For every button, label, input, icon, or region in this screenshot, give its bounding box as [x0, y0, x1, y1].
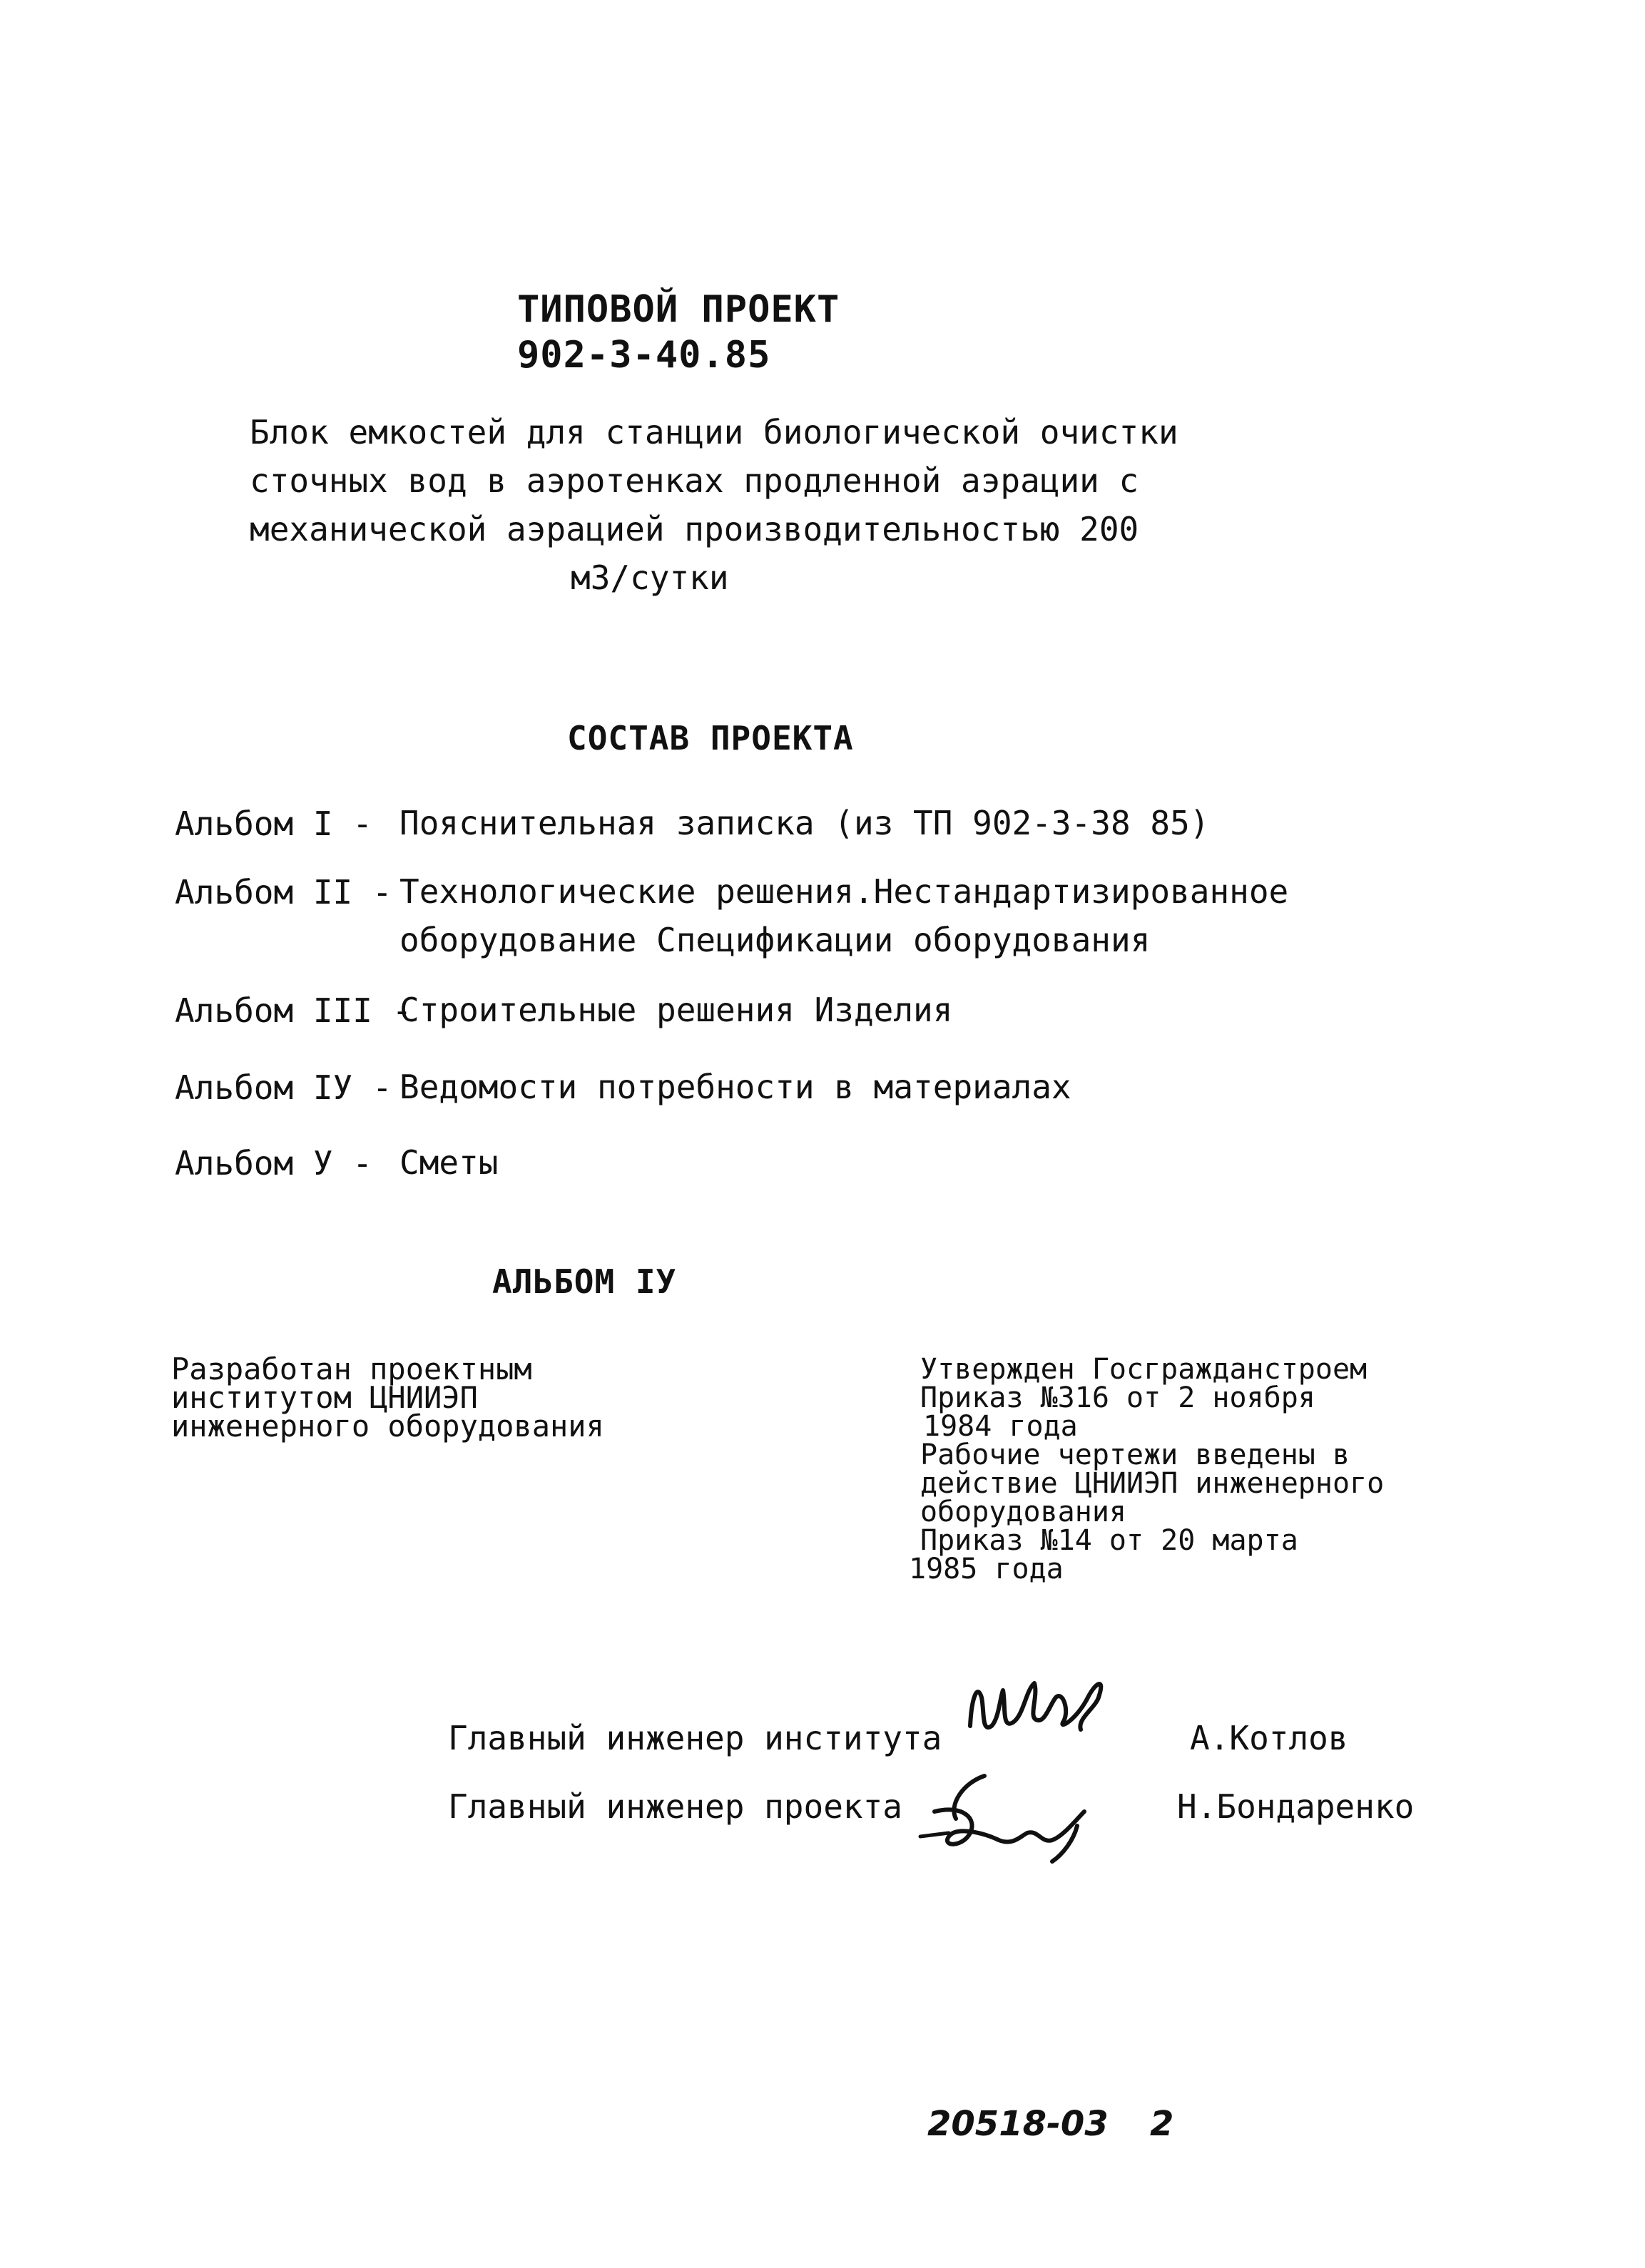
signature-role: Главный инженер института — [448, 1719, 942, 1757]
album-description — [399, 1138, 498, 1187]
signatory-name: А.Котлов — [1190, 1719, 1348, 1757]
album-description-line: Строительные решения Изделия — [399, 991, 953, 1029]
signature-role: Главный инженер проекта — [448, 1787, 902, 1826]
description-line: Блок емкостей для станции биологической очистки — [250, 413, 1178, 451]
composition-heading: СОСТАВ ПРОЕКТА — [567, 719, 854, 757]
description-line: м3/сутки — [571, 558, 729, 597]
album-description-line: Пояснительная записка (из ТП 902-3-38 85) — [399, 804, 1210, 842]
signatory-name: Н.Бондаренко — [1177, 1787, 1415, 1826]
handwritten-signature — [906, 1762, 1099, 1869]
album-label: Альбом У - — [175, 1144, 372, 1182]
approval-line: Утвержден Госгражданстроем — [920, 1353, 1368, 1386]
description-line: механической аэрацией производительностью 200 — [250, 510, 1139, 548]
album-description-line: оборудование Спецификации оборудования — [399, 921, 1151, 959]
document-type-title: ТИПОВОЙ ПРОЕКТ — [517, 288, 840, 331]
album-label: Альбом III - — [175, 991, 412, 1030]
developer-line: институтом ЦНИИЭП — [171, 1380, 478, 1415]
approval-block — [909, 1353, 1385, 1585]
approval-line: 1985 года — [909, 1553, 1064, 1585]
album-description-line: Технологические решения.Нестандартизированное — [399, 872, 1289, 911]
handwritten-signature — [956, 1669, 1113, 1754]
approval-line: 1984 года — [923, 1410, 1078, 1443]
approval-line: Рабочие чертежи введены в — [920, 1439, 1350, 1471]
developer-line: Разработан проектным — [171, 1352, 532, 1386]
album-description — [399, 1063, 1071, 1111]
approval-line: Приказ №14 от 20 марта — [920, 1524, 1298, 1557]
album-description — [399, 986, 952, 1034]
approval-line: действие ЦНИИЭП инженерного — [920, 1467, 1385, 1500]
album-label: Альбом II - — [175, 873, 392, 911]
document-code: 20518-03 — [927, 2104, 1109, 2144]
developer-line: инженерного оборудования — [171, 1409, 604, 1444]
approval-line: оборудования — [920, 1496, 1126, 1528]
developer-block — [171, 1352, 604, 1444]
project-description — [250, 408, 1178, 602]
album-description-line: Сметы — [399, 1143, 499, 1182]
project-number: 902-3-40.85 — [517, 334, 771, 377]
current-album-heading: АЛЬБОМ IУ — [492, 1262, 677, 1301]
album-description — [399, 867, 1288, 964]
description-line: сточных вод в аэротенках продленной аэрации с — [250, 461, 1139, 500]
album-label: Альбом IУ - — [175, 1068, 392, 1107]
album-description — [399, 799, 1209, 847]
album-description-line: Ведомости потребности в материалах — [399, 1068, 1071, 1106]
approval-line: Приказ №316 от 2 ноября — [920, 1381, 1315, 1414]
page-number: 2 — [1150, 2104, 1174, 2144]
album-label: Альбом I - — [175, 804, 372, 843]
